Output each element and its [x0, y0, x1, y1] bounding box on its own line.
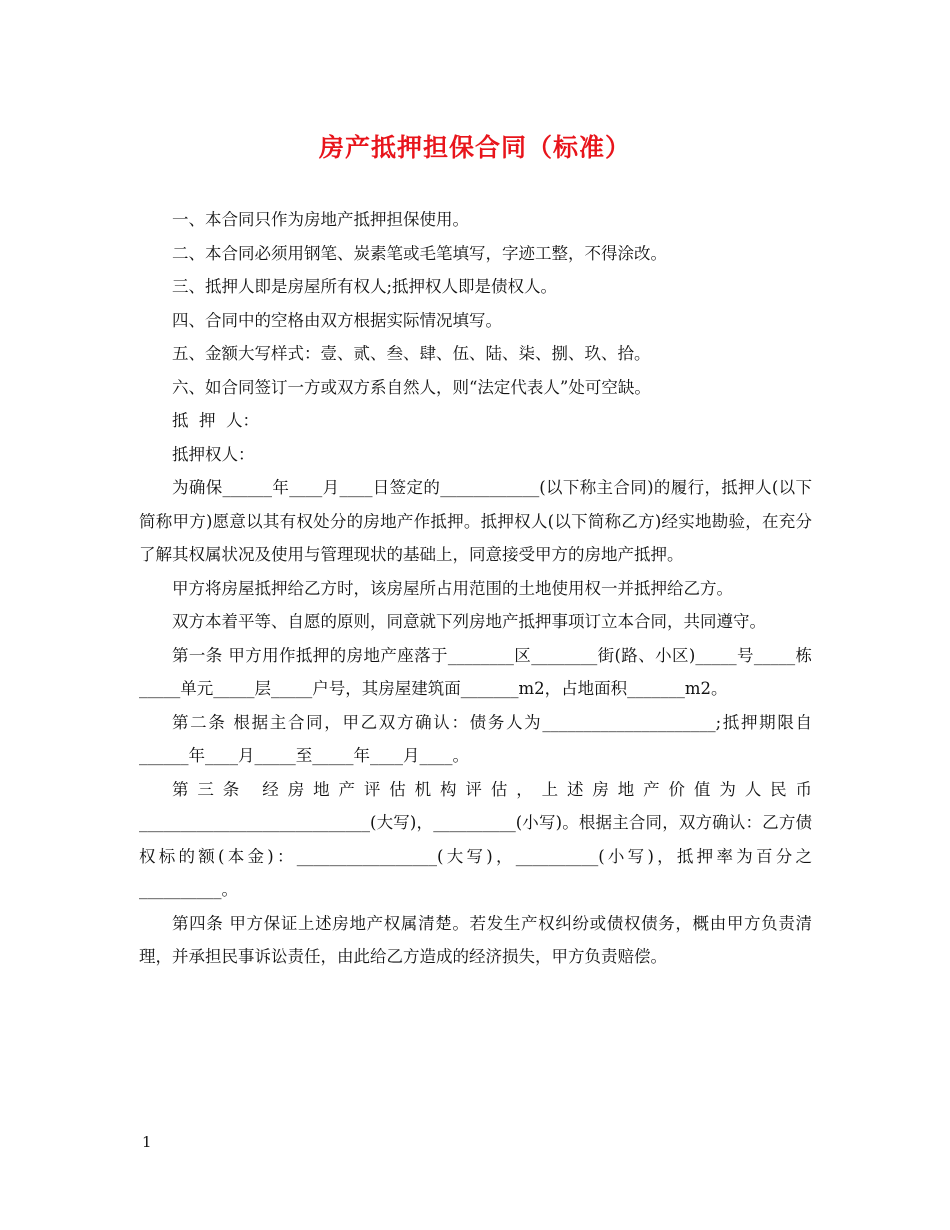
document-body [139, 203, 812, 974]
mortgagor-label: 抵 押 人： [172, 411, 259, 430]
article-3: 第三条 经房地产评估机构评估，上述房地产价值为人民币____________________________(大写)，__________(小写)。根据主合同，双方确认：乙方债权标的额(本金)：_________________(大写)，__________(小写)，抵押率为百分之__________。 [139, 779, 812, 899]
document-title: 房产抵押担保合同（标准） [318, 133, 631, 162]
article-2: 第二条 根据主合同，甲乙双方确认：债务人为_____________________;抵押期限自______年____月_____至_____年____月____。 [139, 712, 812, 765]
paragraph: 六、如合同签订一方或双方系自然人，则“法定代表人”处可空缺。 [172, 377, 651, 397]
paragraph: 为确保______年____月____日签定的____________(以下称主合同)的履行，抵押人(以下简称甲方)愿意以其有权处分的房地产作抵押。抵押权人(以下简称乙方)经实地勘验，在充分了解其权属状况及使用与管理现状的基础上，同意接受甲方的房地产抵押。 [139, 478, 812, 564]
paragraph: 双方本着平等、自愿的原则，同意就下列房地产抵押事项订立本合同，共同遵守。 [172, 612, 766, 631]
article-1: 第一条 甲方用作抵押的房地产座落于________区________街(路、小区)_____号_____栋_____单元_____层_____户号，其房屋建筑面_______m2，占地面积_______m2。 [139, 645, 812, 698]
paragraph: 四、合同中的空格由双方根据实际情况填写。 [172, 310, 502, 330]
page-number: 1 [142, 1133, 152, 1151]
paragraph: 三、抵押人即是房屋所有权人;抵押权人即是债权人。 [172, 277, 558, 296]
paragraph: 五、金额大写样式：壹、贰、叁、肆、伍、陆、柒、捌、玖、拾。 [172, 344, 651, 363]
article-4: 第四条 甲方保证上述房地产权属清楚。若发生产权纠纷或债权债务，概由甲方负责清理，并承担民事诉讼责任，由此给乙方造成的经济损失，甲方负责赔偿。 [139, 913, 812, 966]
paragraph: 一、本合同只作为房地产抵押担保使用。 [172, 210, 469, 229]
paragraph: 甲方将房屋抵押给乙方时，该房屋所占用范围的土地使用权一并抵押给乙方。 [172, 578, 733, 598]
mortgagee-label: 抵押权人： [172, 444, 255, 464]
paragraph: 二、本合同必须用钢笔、炭素笔或毛笔填写，字迹工整，不得涂改。 [172, 243, 667, 263]
